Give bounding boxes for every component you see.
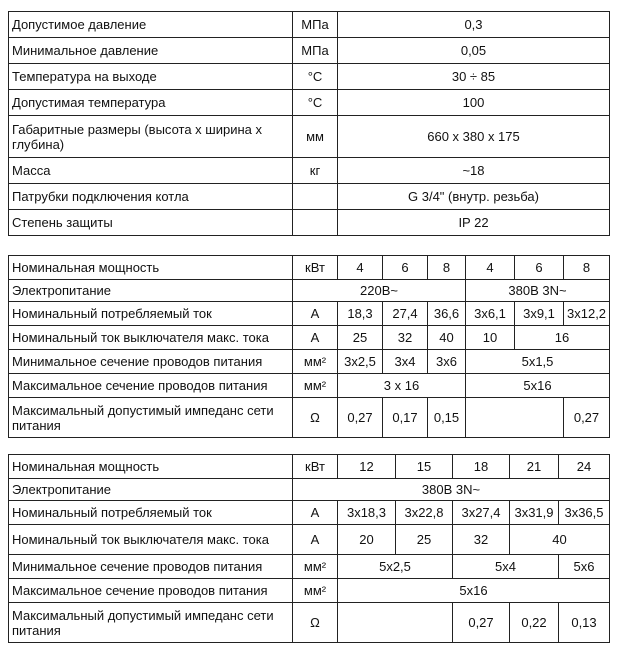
max-section-unit: мм² <box>293 579 338 603</box>
current-unit: А <box>293 302 338 326</box>
impedance-value: 0,17 <box>383 398 428 438</box>
table-row <box>9 501 610 525</box>
breaker-value: 16 <box>515 326 610 350</box>
table-row <box>9 256 610 280</box>
min-section-value: 5x4 <box>453 555 559 579</box>
spec-unit <box>293 184 338 210</box>
impedance-label: Максимальный допустимый импеданс сети питания <box>9 603 293 643</box>
impedance-value: 0,27 <box>453 603 510 643</box>
impedance-value: 0,27 <box>564 398 610 438</box>
table-row <box>9 398 610 438</box>
spec-value: 660 х 380 х 175 <box>338 116 610 158</box>
supply-three-phase: 380В 3N~ <box>466 280 610 302</box>
table-row <box>9 603 610 643</box>
current-value: 3x27,4 <box>453 501 510 525</box>
spec-unit: °С <box>293 90 338 116</box>
spec-label: Температура на выходе <box>9 64 293 90</box>
impedance-unit: Ω <box>293 603 338 643</box>
electrical-specs-table-large <box>8 454 610 643</box>
breaker-value: 20 <box>338 525 396 555</box>
min-section-value: 3x6 <box>428 350 466 374</box>
supply-single-phase: 220В~ <box>293 280 466 302</box>
current-value: 36,6 <box>428 302 466 326</box>
breaker-value: 40 <box>428 326 466 350</box>
breaker-label: Номинальный ток выключателя макс. тока <box>9 326 293 350</box>
table-row <box>9 579 610 603</box>
impedance-value: 0,13 <box>559 603 610 643</box>
min-section-label: Минимальное сечение проводов питания <box>9 555 293 579</box>
supply-label: Электропитание <box>9 479 293 501</box>
impedance-value: 0,22 <box>510 603 559 643</box>
spec-value: 0,05 <box>338 38 610 64</box>
power-value: 6 <box>383 256 428 280</box>
current-value: 3x22,8 <box>396 501 453 525</box>
power-label: Номинальная мощность <box>9 455 293 479</box>
table-row <box>9 479 610 501</box>
spec-label: Допустимая температура <box>9 90 293 116</box>
table-row <box>9 350 610 374</box>
spec-unit: кг <box>293 158 338 184</box>
power-label: Номинальная мощность <box>9 256 293 280</box>
table-row <box>9 116 610 158</box>
spec-label: Степень защиты <box>9 210 293 236</box>
table-row <box>9 455 610 479</box>
breaker-value: 32 <box>383 326 428 350</box>
power-unit: кВт <box>293 256 338 280</box>
power-value: 18 <box>453 455 510 479</box>
current-value: 3x6,1 <box>466 302 515 326</box>
spec-label: Габаритные размеры (высота х ширина х глубина) <box>9 116 293 158</box>
max-section-value: 3 х 16 <box>338 374 466 398</box>
spec-value: 0,3 <box>338 12 610 38</box>
table-row <box>9 12 610 38</box>
supply-label: Электропитание <box>9 280 293 302</box>
spec-label: Минимальное давление <box>9 38 293 64</box>
electrical-specs-table-small <box>8 255 610 438</box>
table-row <box>9 374 610 398</box>
spec-value: IP 22 <box>338 210 610 236</box>
breaker-label: Номинальный ток выключателя макс. тока <box>9 525 293 555</box>
min-section-value: 5x6 <box>559 555 610 579</box>
impedance-value: 0,15 <box>428 398 466 438</box>
current-value: 3x36,5 <box>559 501 610 525</box>
breaker-unit: А <box>293 525 338 555</box>
impedance-label: Максимальный допустимый импеданс сети питания <box>9 398 293 438</box>
max-section-value: 5х16 <box>466 374 610 398</box>
min-section-unit: мм² <box>293 350 338 374</box>
min-section-value: 3x2,5 <box>338 350 383 374</box>
table-row <box>9 280 610 302</box>
spec-label: Масса <box>9 158 293 184</box>
max-section-label: Максимальное сечение проводов питания <box>9 374 293 398</box>
current-label: Номинальный потребляемый ток <box>9 302 293 326</box>
breaker-value: 40 <box>510 525 610 555</box>
current-value: 3x18,3 <box>338 501 396 525</box>
breaker-value: 32 <box>453 525 510 555</box>
min-section-value: 5x1,5 <box>466 350 610 374</box>
breaker-value: 25 <box>338 326 383 350</box>
impedance-empty <box>466 398 564 438</box>
power-unit: кВт <box>293 455 338 479</box>
min-section-unit: мм² <box>293 555 338 579</box>
table-row <box>9 64 610 90</box>
max-section-unit: мм² <box>293 374 338 398</box>
breaker-value: 25 <box>396 525 453 555</box>
current-value: 3x12,2 <box>564 302 610 326</box>
min-section-label: Минимальное сечение проводов питания <box>9 350 293 374</box>
table-row <box>9 38 610 64</box>
current-unit: А <box>293 501 338 525</box>
spec-value: 100 <box>338 90 610 116</box>
current-label: Номинальный потребляемый ток <box>9 501 293 525</box>
spec-unit: МПа <box>293 38 338 64</box>
table-row <box>9 210 610 236</box>
current-value: 3x9,1 <box>515 302 564 326</box>
table-row <box>9 158 610 184</box>
max-section-label: Максимальное сечение проводов питания <box>9 579 293 603</box>
power-value: 15 <box>396 455 453 479</box>
spec-unit: мм <box>293 116 338 158</box>
impedance-unit: Ω <box>293 398 338 438</box>
power-value: 12 <box>338 455 396 479</box>
spec-unit: МПа <box>293 12 338 38</box>
current-value: 3x31,9 <box>510 501 559 525</box>
breaker-unit: А <box>293 326 338 350</box>
impedance-value: 0,27 <box>338 398 383 438</box>
spec-value: G 3/4" (внутр. резьба) <box>338 184 610 210</box>
spec-unit <box>293 210 338 236</box>
power-value: 21 <box>510 455 559 479</box>
table-row <box>9 90 610 116</box>
spec-value: 30 ÷ 85 <box>338 64 610 90</box>
spec-unit: °С <box>293 64 338 90</box>
power-value: 8 <box>564 256 610 280</box>
spec-value: ~18 <box>338 158 610 184</box>
min-section-value: 5x2,5 <box>338 555 453 579</box>
power-value: 4 <box>466 256 515 280</box>
breaker-value: 10 <box>466 326 515 350</box>
min-section-value: 3x4 <box>383 350 428 374</box>
table-row <box>9 184 610 210</box>
power-value: 6 <box>515 256 564 280</box>
current-value: 27,4 <box>383 302 428 326</box>
current-value: 18,3 <box>338 302 383 326</box>
power-value: 8 <box>428 256 466 280</box>
table-row <box>9 326 610 350</box>
table-row <box>9 525 610 555</box>
general-specs-table <box>8 11 610 236</box>
supply-three-phase: 380В 3N~ <box>293 479 610 501</box>
max-section-value: 5x16 <box>338 579 610 603</box>
table-row <box>9 302 610 326</box>
power-value: 24 <box>559 455 610 479</box>
spec-label: Допустимое давление <box>9 12 293 38</box>
spec-label: Патрубки подключения котла <box>9 184 293 210</box>
power-value: 4 <box>338 256 383 280</box>
impedance-empty <box>338 603 453 643</box>
table-row <box>9 555 610 579</box>
